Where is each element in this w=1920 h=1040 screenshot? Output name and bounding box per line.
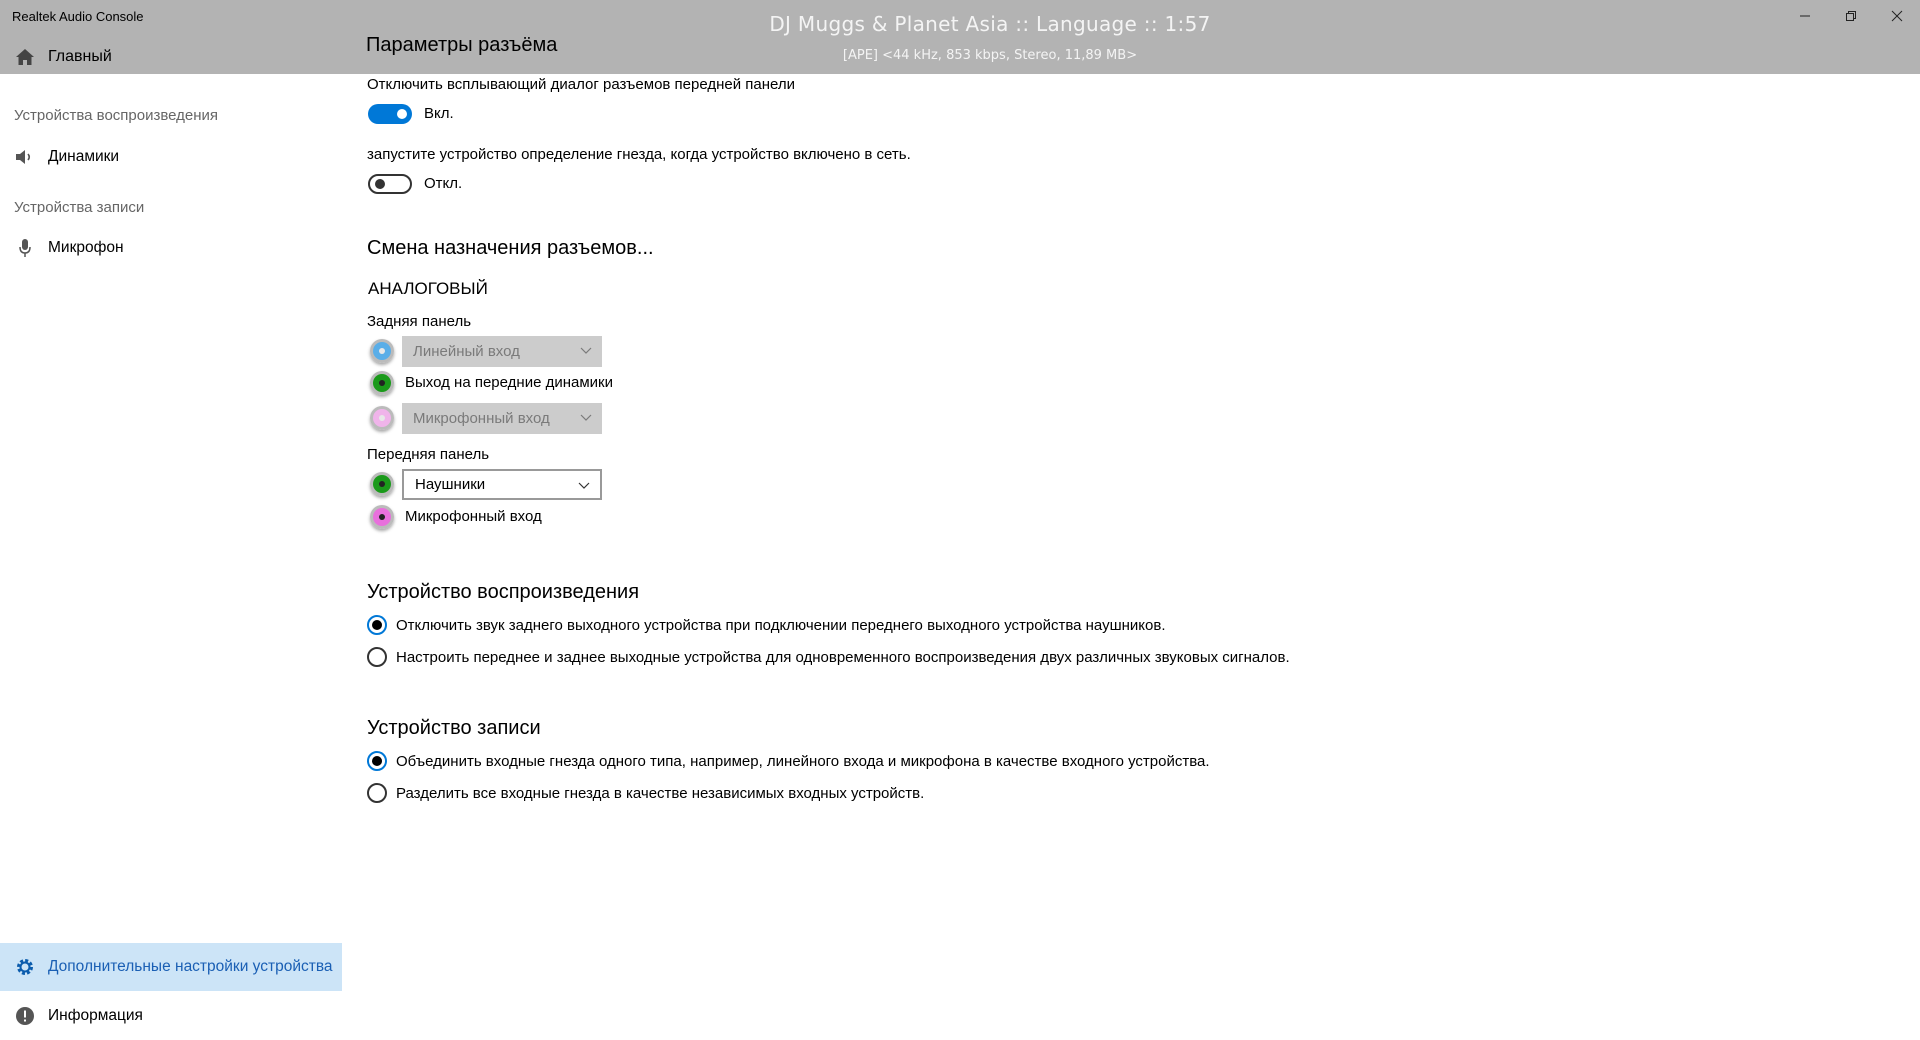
sidebar-section-recording: Устройства записи <box>14 199 145 216</box>
speaker-icon <box>12 149 38 165</box>
front-headphone-select[interactable] <box>402 469 602 500</box>
radio-label: Разделить все входные гнезда в качестве независимых входных устройств. <box>396 784 925 802</box>
front-mic-jack-icon <box>370 505 394 529</box>
jack-dot <box>379 514 385 520</box>
minimize-icon <box>1799 10 1811 22</box>
minimize-button[interactable] <box>1782 0 1828 32</box>
close-icon <box>1891 10 1903 22</box>
sidebar-item-label: Динамики <box>48 148 120 165</box>
front-panel-label: Передняя панель <box>367 446 490 463</box>
sidebar-item-information[interactable] <box>0 996 342 1036</box>
radio-button[interactable] <box>367 751 387 771</box>
info-icon <box>12 1006 38 1026</box>
reassign-jacks-heading: Смена назначения разъемов... <box>367 237 654 259</box>
microphone-icon <box>12 238 38 258</box>
select-value: Микрофонный вход <box>413 410 550 427</box>
toggle-knob <box>375 179 385 189</box>
jack-detect-toggle[interactable] <box>368 174 412 194</box>
restore-button[interactable] <box>1828 0 1874 32</box>
jack-detect-toggle-state: Откл. <box>424 175 463 192</box>
radio-label: Объединить входные гнезда одного типа, например, линейного входа и микрофона в качестве входного устройства. <box>396 752 1210 770</box>
radio-button[interactable] <box>367 615 387 635</box>
app-title: Realtek Audio Console <box>12 9 144 24</box>
record-option-combine[interactable] <box>367 751 1210 771</box>
now-playing-title: DJ Muggs & Planet Asia :: Language :: 1:57 <box>769 12 1211 36</box>
select-value: Линейный вход <box>413 343 520 360</box>
playback-device-heading: Устройство воспроизведения <box>367 581 640 603</box>
sidebar-item-speakers[interactable] <box>0 137 342 177</box>
title-bar <box>0 0 1920 74</box>
record-option-separate[interactable] <box>367 783 924 803</box>
sidebar-item-home[interactable] <box>0 40 112 74</box>
chevron-down-icon <box>578 479 590 491</box>
sidebar-item-label: Микрофон <box>48 239 124 256</box>
jack-detect-setting-label: запустите устройство определение гнезда, когда устройство включено в сеть. <box>367 146 911 163</box>
popup-dialog-toggle-state: Вкл. <box>424 105 454 122</box>
front-mic-label: Микрофонный вход <box>405 508 542 525</box>
toggle-knob <box>397 109 407 119</box>
jack-dot <box>379 348 385 354</box>
home-icon <box>12 48 38 66</box>
rear-line-in-select[interactable] <box>402 336 602 367</box>
now-playing-info: [APE] <44 kHz, 853 kbps, Stereo, 11,89 MB> <box>842 48 1138 63</box>
restore-icon <box>1845 10 1857 22</box>
analog-label: АНАЛОГОВЫЙ <box>368 279 488 298</box>
rear-front-speaker-jack-icon <box>370 371 394 395</box>
playback-option-independent[interactable] <box>367 647 1290 667</box>
gear-icon <box>12 957 38 977</box>
page-title: Параметры разъёма <box>366 34 558 56</box>
radio-button[interactable] <box>367 647 387 667</box>
popup-setting-label: Отключить всплывающий диалог разъемов передней панели <box>367 76 796 93</box>
sidebar-item-label: Дополнительные настройки устройства <box>48 958 333 975</box>
chevron-down-icon <box>580 344 592 356</box>
rear-line-in-jack-icon <box>370 339 394 363</box>
popup-dialog-toggle[interactable] <box>368 104 412 124</box>
sidebar-item-microphone[interactable] <box>0 228 342 268</box>
rear-mic-in-jack-icon <box>370 406 394 430</box>
playback-option-mute-rear[interactable] <box>367 615 1166 635</box>
sidebar-item-advanced-settings[interactable] <box>0 943 342 991</box>
sidebar-item-label: Информация <box>48 1007 143 1024</box>
radio-button[interactable] <box>367 783 387 803</box>
rear-panel-label: Задняя панель <box>367 313 472 330</box>
record-device-heading: Устройство записи <box>367 717 541 739</box>
close-button[interactable] <box>1874 0 1920 32</box>
rear-mic-in-select[interactable] <box>402 403 602 434</box>
chevron-down-icon <box>580 411 592 423</box>
radio-label: Отключить звук заднего выходного устройства при подключении переднего выходного устройства наушников. <box>396 616 1166 634</box>
radio-label: Настроить переднее и заднее выходные устройства для одновременного воспроизведения двух различных звуковых сигналов. <box>396 648 1290 666</box>
rear-front-speaker-label: Выход на передние динамики <box>405 374 613 391</box>
sidebar-section-playback: Устройства воспроизведения <box>14 107 219 124</box>
jack-dot <box>379 481 385 487</box>
jack-dot <box>379 380 385 386</box>
front-headphone-jack-icon <box>370 472 394 496</box>
select-value: Наушники <box>415 476 486 493</box>
jack-dot <box>379 415 385 421</box>
sidebar-item-label: Главный <box>48 48 112 65</box>
